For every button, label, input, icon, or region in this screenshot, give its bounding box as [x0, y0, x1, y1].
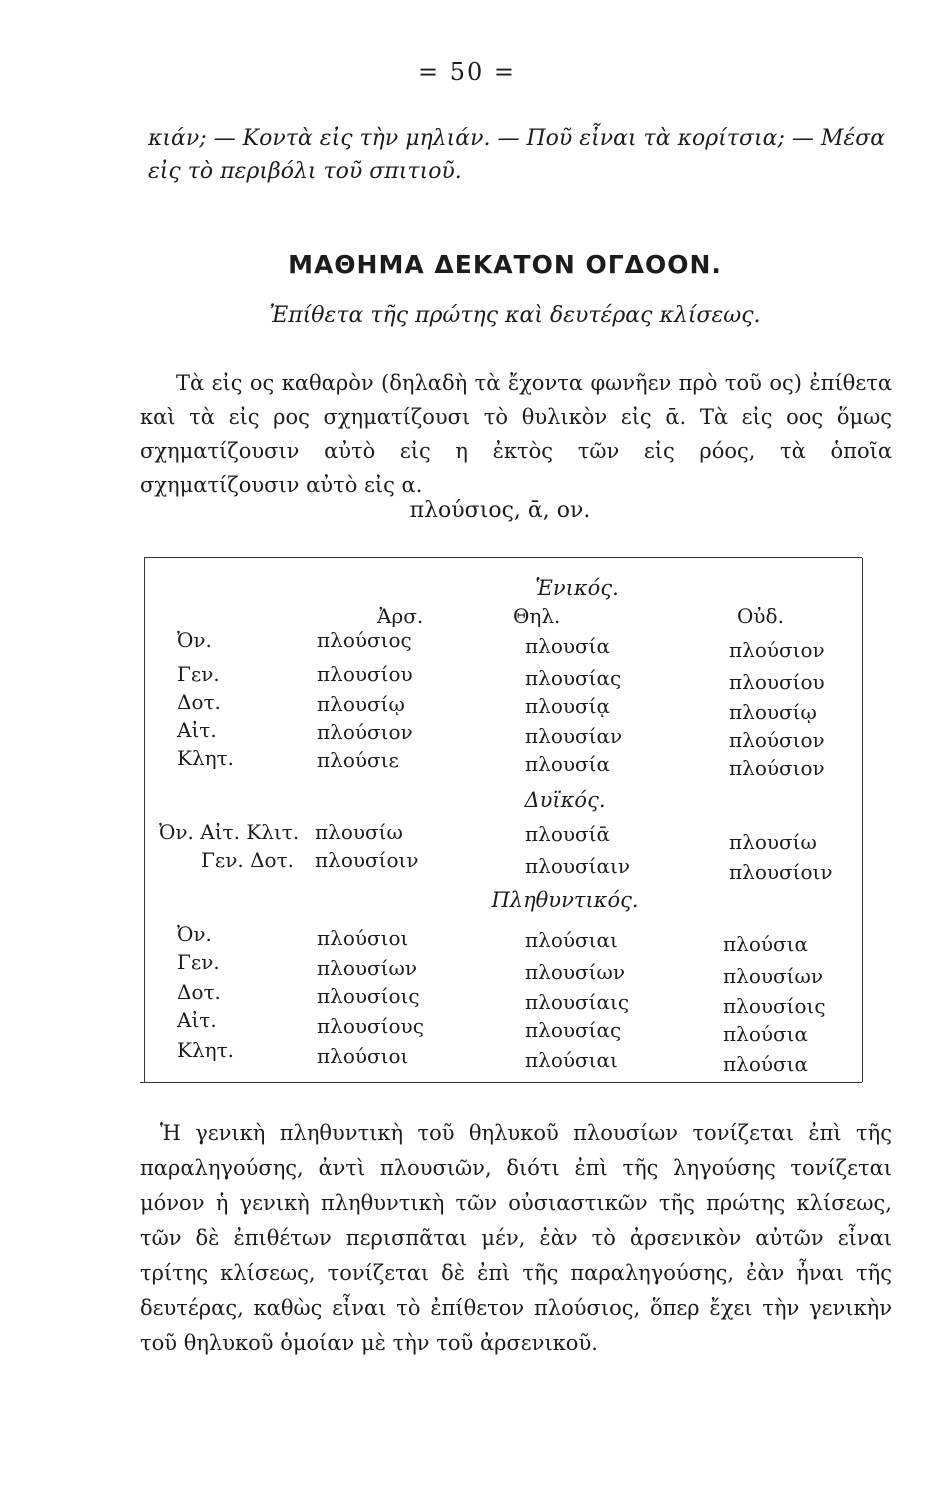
accent-note: [140, 1116, 892, 1361]
column-head-neuter: Οὐδ.: [737, 604, 784, 628]
example-word: πλούσιος, ᾱ, ον.: [409, 498, 591, 523]
form-masculine: πλουσίῳ: [317, 692, 405, 716]
section-singular: Ἑνικός.: [535, 576, 619, 600]
form-neuter: πλουσίω: [729, 830, 817, 854]
case-label: Κλητ.: [177, 1038, 235, 1062]
column-head-feminine: Θηλ.: [513, 604, 561, 628]
case-label: Δοτ.: [177, 690, 221, 714]
form-neuter: πλουσίοις: [723, 994, 826, 1018]
case-label: Αἰτ.: [177, 718, 217, 742]
form-feminine: πλουσίαν: [525, 724, 623, 748]
form-masculine: πλουσίοιν: [315, 848, 419, 872]
form-neuter: πλούσια: [723, 1022, 809, 1046]
form-masculine: πλουσίους: [317, 1014, 424, 1038]
case-label: Ὀν. Αἰτ. Κλιτ.: [159, 820, 300, 844]
form-masculine: πλούσιοι: [317, 1044, 409, 1068]
form-feminine: πλουσίᾱ: [525, 822, 611, 846]
form-masculine: πλούσιοι: [317, 926, 409, 950]
form-masculine: πλουσίου: [317, 662, 413, 686]
form-masculine: πλουσίω: [315, 820, 403, 844]
rule-paragraph: [140, 366, 892, 502]
form-feminine: πλουσία: [525, 752, 611, 776]
form-neuter: πλουσίων: [723, 964, 823, 988]
form-feminine: πλούσιαι: [525, 928, 618, 952]
rule-paragraph-text: Τὰ εἰς ος καθαρὸν (δηλαδὴ τὰ ἔχοντα φωνῆεν πρὸ τοῦ ος) ἐπίθετα καὶ τὰ εἰς ρος σχηματίζουσι τὸ θυλικὸν εἰς ᾱ. Τὰ εἰς οος ὅμως σχηματίζουσιν αὐτὸ εἰς η ἐκτὸς τῶν εἰς ρόος, τὰ ὁποῖα σχηματίζουσιν αὐτὸ εἰς α.: [140, 371, 892, 497]
page-number: = 50 =: [417, 58, 516, 86]
form-masculine: πλούσιος: [317, 628, 412, 652]
form-neuter: πλούσια: [723, 932, 809, 956]
form-neuter: πλουσίου: [729, 670, 825, 694]
section-dual: Δυϊκός.: [524, 788, 606, 812]
case-label: Ὀν.: [177, 628, 212, 652]
form-masculine: πλουσίων: [317, 956, 417, 980]
form-neuter: πλούσια: [723, 1052, 809, 1076]
form-feminine: πλουσίων: [525, 960, 625, 984]
lesson-title: ΜΑΘΗΜΑ ΔΕΚΑΤΟΝ ΟΓΔΟΟΝ.: [288, 250, 722, 279]
form-neuter: πλούσιον: [729, 756, 825, 780]
form-feminine: πλουσίᾳ: [525, 694, 611, 718]
declension-table: [144, 558, 863, 1082]
column-head-masculine: Ἀρσ.: [377, 604, 424, 628]
form-neuter: πλούσιον: [729, 728, 825, 752]
form-feminine: πλουσίας: [525, 1018, 622, 1042]
form-feminine: πλουσίαις: [525, 990, 630, 1014]
table-bottom-rule: [140, 1082, 862, 1083]
case-label: Γεν.: [177, 950, 220, 974]
form-feminine: πλούσιαι: [525, 1048, 618, 1072]
form-neuter: πλουσίῳ: [729, 700, 817, 724]
section-plural: Πληθυντικός.: [491, 888, 639, 912]
accent-note-text: Ἡ γενικὴ πληθυντικὴ τοῦ θηλυκοῦ πλουσίων τονίζεται ἐπὶ τῆς παραληγούσης, ἀντὶ πλουσιῶν, διότι ἐπὶ τῆς ληγούσης τονίζεται μόνον ἡ γενικὴ πληθυντικὴ τῶν οὐσιαστικῶν τῆς πρώτης κλίσεως, τῶν δὲ ἐπιθέτων περισπᾶται μέν, ἐὰν τὸ ἀρσενικὸν αὐτῶν εἶναι τρίτης κλίσεως, τονίζεται δὲ ἐπὶ τῆς παραληγούσης, ἐὰν ἦναι τῆς δευτέρας, καθὼς εἶναι τὸ ἐπίθετον πλούσιος, ὅπερ ἔχει τὴν γενικὴν τοῦ θηλυκοῦ ὁμοίαν μὲ τὴν τοῦ ἀρσενικοῦ.: [140, 1121, 892, 1355]
form-neuter: πλούσιον: [729, 638, 825, 662]
case-label: Κλητ.: [177, 746, 235, 770]
intro-text: κιάν; — Κοντὰ εἰς τὴν μηλιάν. — Ποῦ εἶναι τὰ κορίτσια; — Μέσα εἰς τὸ περιβόλι τοῦ σπιτιοῦ.: [148, 126, 886, 184]
form-masculine: πλούσιον: [317, 720, 413, 744]
form-feminine: πλουσία: [525, 634, 611, 658]
form-feminine: πλουσίαιν: [525, 854, 631, 878]
lesson-subtitle: Ἐπίθετα τῆς πρώτης καὶ δευτέρας κλίσεως.: [269, 303, 761, 328]
case-label: Γεν. Δοτ.: [201, 848, 295, 872]
case-label: Αἰτ.: [177, 1008, 217, 1032]
form-masculine: πλούσιε: [317, 748, 399, 772]
form-neuter: πλουσίοιν: [729, 860, 833, 884]
form-masculine: πλουσίοις: [317, 984, 420, 1008]
form-feminine: πλουσίας: [525, 666, 622, 690]
case-label: Γεν.: [177, 662, 220, 686]
case-label: Δοτ.: [177, 980, 221, 1004]
case-label: Ὀν.: [177, 922, 212, 946]
